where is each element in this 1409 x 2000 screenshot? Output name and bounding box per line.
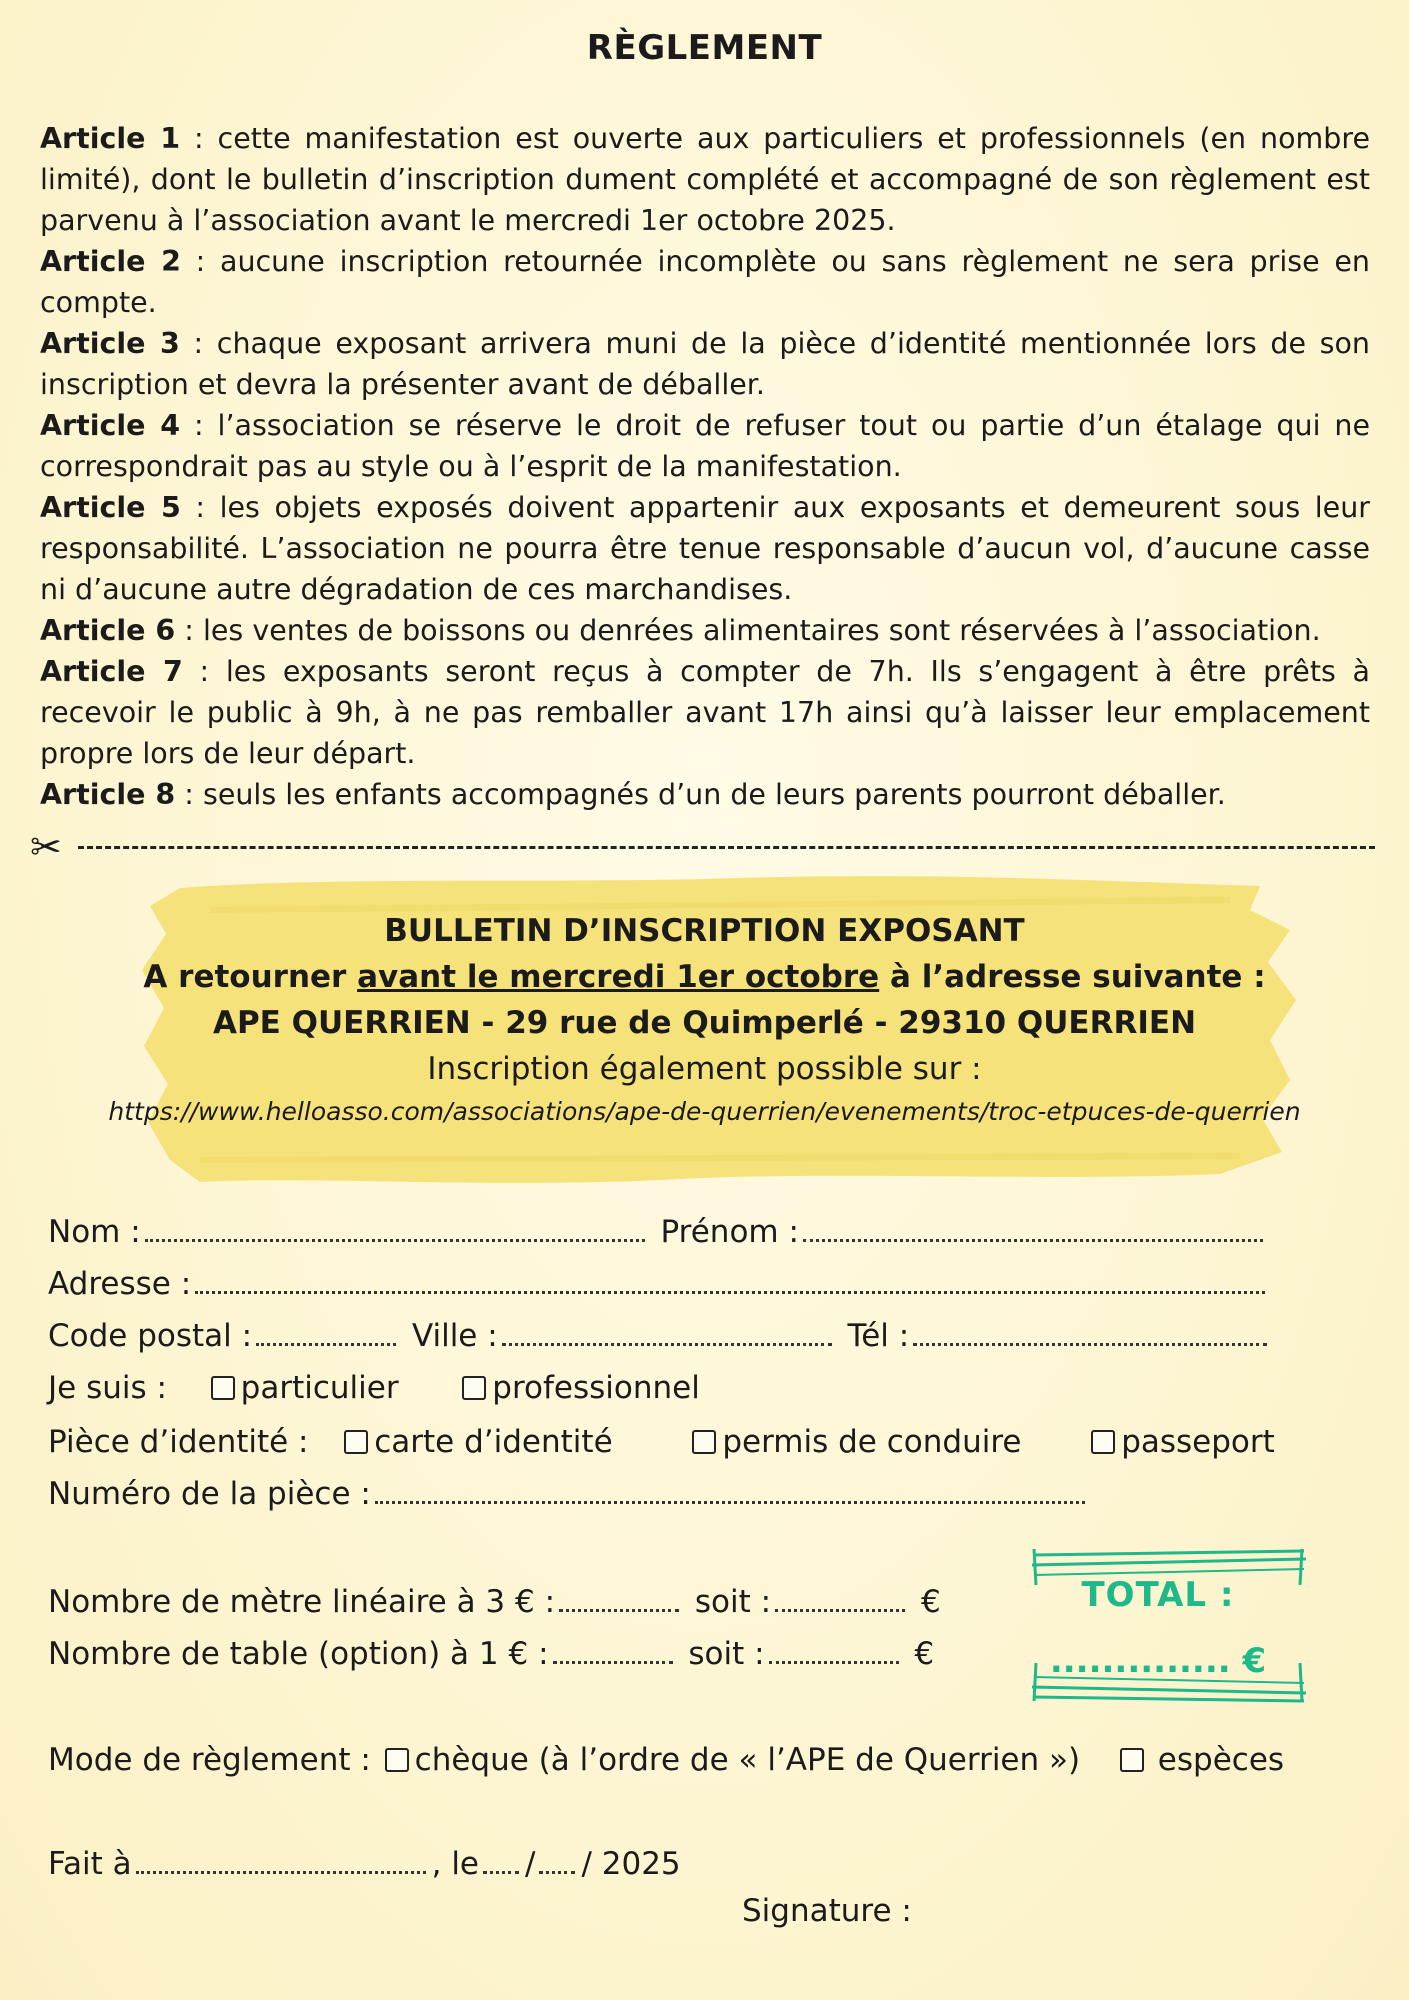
rule-text: : l’association se réserve le droit de refuser tout ou partie d’un étalage qui ne correspondrait pas au style ou à l’esprit de la manifestation. [40, 409, 1371, 483]
bulletin-header [0, 908, 1409, 1132]
rule-article-2 [40, 241, 1370, 323]
total-euro: € [1242, 1641, 1267, 1681]
row-nom-prenom [48, 1210, 1269, 1254]
year-label: / 2025 [581, 1846, 681, 1882]
je-suis-label: Je suis : [48, 1370, 167, 1406]
particulier-checkbox[interactable] [211, 1376, 235, 1400]
rule-label: Article 8 [40, 778, 176, 811]
euro-symbol: € [914, 1636, 935, 1672]
professionnel-checkbox[interactable] [462, 1376, 486, 1400]
rule-label: Article 1 [40, 122, 181, 155]
carte-identite-label: carte d’identité [374, 1424, 613, 1460]
row-je-suis [48, 1366, 700, 1410]
rule-text: : aucune inscription retournée incomplète ou sans règlement ne sera prise en compte. [40, 245, 1370, 319]
especes-label: espèces [1157, 1742, 1285, 1778]
page-title: RÈGLEMENT [586, 28, 823, 68]
row-numero-piece [48, 1472, 1091, 1516]
row-table [48, 1632, 934, 1676]
fait-label: Fait à [48, 1846, 132, 1882]
row-mode-reglement [48, 1738, 1284, 1782]
adresse-label: Adresse : [48, 1266, 192, 1302]
permis-label: permis de conduire [722, 1424, 1022, 1460]
rule-label: Article 5 [40, 491, 181, 524]
return-deadline: avant le mercredi 1er octobre [357, 959, 880, 995]
nom-field[interactable] [145, 1237, 645, 1242]
return-prefix: A retourner [143, 959, 358, 995]
fait-a-field[interactable] [136, 1869, 426, 1874]
rules-list [40, 118, 1370, 815]
rule-article-1 [40, 118, 1370, 241]
total-amount[interactable] [1028, 1641, 1288, 1681]
month-field[interactable] [539, 1869, 575, 1874]
adresse-field[interactable] [195, 1289, 1265, 1294]
rule-article-3 [40, 323, 1370, 405]
ville-field[interactable] [502, 1341, 832, 1346]
prenom-field[interactable] [803, 1237, 1263, 1242]
signature-label: Signature : [742, 1893, 912, 1929]
le-label: , le [431, 1846, 480, 1882]
total-frame [1028, 1545, 1310, 1705]
total-label: TOTAL : [1081, 1575, 1235, 1615]
table-label: Nombre de table (option) à 1 € : [48, 1636, 549, 1672]
bulletin-title: BULLETIN D’INSCRIPTION EXPOSANT [384, 913, 1025, 949]
return-suffix: à l’adresse suivante : [879, 959, 1266, 995]
rule-text: : les exposants seront reçus à compter de 7h. Ils s’engagent à être prêts à recevoir le public à 9h, à ne pas remballer avant 17h ainsi qu’à laisser leur emplacement propre lors de leur départ. [40, 655, 1370, 770]
professionnel-label: professionnel [492, 1370, 700, 1406]
rule-article-8 [40, 774, 1370, 815]
table-field[interactable] [553, 1659, 673, 1664]
metre-field[interactable] [559, 1607, 679, 1612]
tel-field[interactable] [913, 1341, 1267, 1346]
soit-label: soit : [694, 1584, 772, 1620]
rule-label: Article 6 [40, 614, 176, 647]
rule-label: Article 3 [40, 327, 180, 360]
row-piece-identite [48, 1420, 1275, 1464]
passeport-label: passeport [1121, 1424, 1275, 1460]
rule-text: : les ventes de boissons ou denrées alimentaires sont réservées à l’association. [175, 614, 1321, 647]
rule-text: : seuls les enfants accompagnés d’un de leurs parents pourront déballer. [175, 778, 1226, 811]
total-box [1028, 1545, 1310, 1705]
numero-label: Numéro de la pièce : [48, 1476, 371, 1512]
code-postal-field[interactable] [256, 1341, 396, 1346]
rule-article-6 [40, 610, 1370, 651]
piece-label: Pièce d’identité : [48, 1424, 309, 1460]
numero-field[interactable] [375, 1499, 1085, 1504]
prenom-label: Prénom : [660, 1214, 799, 1250]
helloasso-link[interactable]: https://www.helloasso.com/associations/ape-de-querrien/evenements/troc-etpuces-de-querrien [108, 1097, 1301, 1126]
scissors-icon: ✂ [30, 825, 62, 869]
row-fait-a [48, 1842, 681, 1886]
cheque-label: chèque (à l’ordre de « l’APE de Querrien ») [414, 1742, 1081, 1778]
row-adresse [48, 1262, 1271, 1306]
bulletin-online-text: Inscription également possible sur : [427, 1051, 982, 1087]
rule-label: Article 7 [40, 655, 183, 688]
dashed-divider [78, 846, 1375, 849]
rule-article-4 [40, 405, 1370, 487]
mode-label: Mode de règlement : [48, 1742, 371, 1778]
bulletin-address: APE QUERRIEN - 29 rue de Quimperlé - 29310 QUERRIEN [212, 1005, 1197, 1041]
code-postal-label: Code postal : [48, 1318, 253, 1354]
carte-identite-checkbox[interactable] [344, 1430, 368, 1454]
cut-line [30, 825, 1375, 869]
tel-label: Tél : [847, 1318, 910, 1354]
rule-text: : cette manifestation est ouverte aux particuliers et professionnels (en nombre limité), dont le bulletin d’inscription dument complété et accompagné de son règlement est parvenu à l’association avant le mercredi 1er octobre 2025. [40, 122, 1371, 237]
soit-label: soit : [688, 1636, 765, 1672]
table-total-field[interactable] [769, 1659, 899, 1664]
particulier-label: particulier [240, 1370, 399, 1406]
cheque-checkbox[interactable] [385, 1748, 409, 1772]
row-cp-ville-tel [48, 1314, 1273, 1358]
total-dots: .............. [1049, 1641, 1231, 1681]
row-metre-lineaire [48, 1580, 941, 1624]
day-field[interactable] [483, 1869, 519, 1874]
especes-checkbox[interactable] [1120, 1748, 1144, 1772]
passeport-checkbox[interactable] [1091, 1430, 1115, 1454]
rule-text: : chaque exposant arrivera muni de la pièce d’identité mentionnée lors de son inscription et devra la présenter avant de déballer. [40, 327, 1370, 401]
euro-symbol: € [920, 1584, 941, 1620]
date-separator: / [525, 1846, 536, 1882]
bulletin-return-line [0, 954, 1409, 1000]
nom-label: Nom : [48, 1214, 141, 1250]
ville-label: Ville : [411, 1318, 498, 1354]
rule-label: Article 4 [40, 409, 181, 442]
rule-article-5 [40, 487, 1370, 610]
metre-label: Nombre de mètre linéaire à 3 € : [48, 1584, 556, 1620]
permis-checkbox[interactable] [692, 1430, 716, 1454]
metre-total-field[interactable] [775, 1607, 905, 1612]
rule-text: : les objets exposés doivent appartenir aux exposants et demeurent sous leur responsabilité. L’association ne pourra être tenue responsable d’aucun vol, d’aucune casse ni d’aucune autre dégradation de ces marchandises. [40, 491, 1371, 606]
rule-article-7 [40, 651, 1370, 774]
rule-label: Article 2 [40, 245, 181, 278]
